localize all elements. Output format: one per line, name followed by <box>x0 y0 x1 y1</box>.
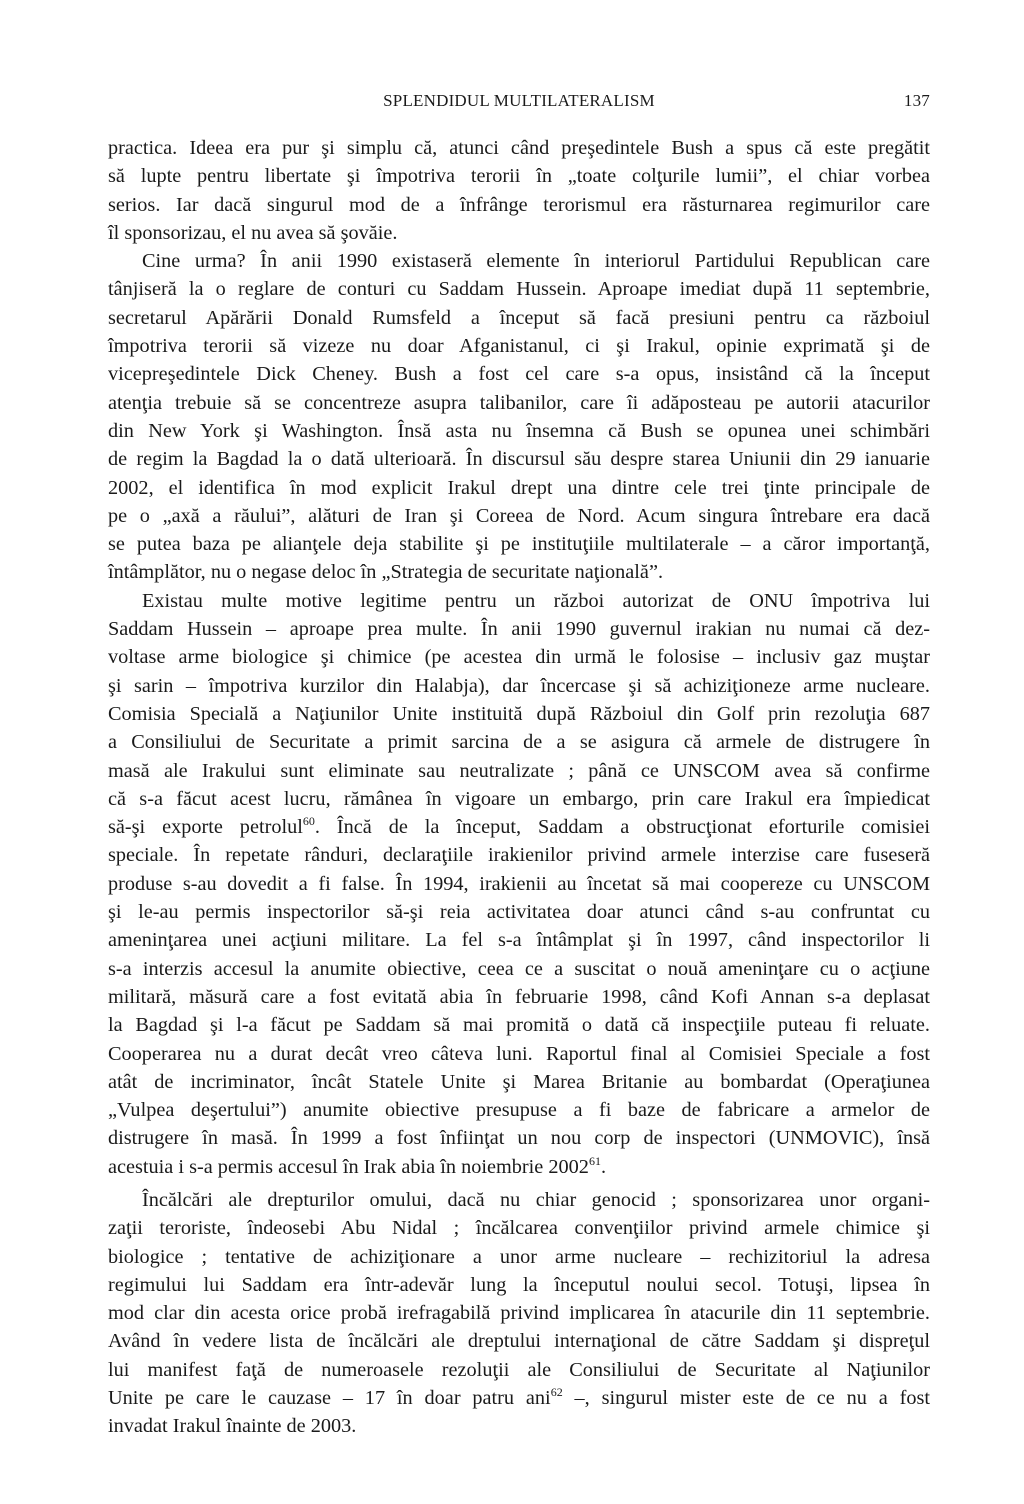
text-line: masă ale Irakului sunt eliminate sau neutralizate ; până ce UNSCOM avea să confirme <box>108 759 930 782</box>
text-line: Existau multe motive legitime pentru un război autorizat de ONU împotriva lui <box>142 589 930 612</box>
text-line: Comisia Specială a Naţiunilor Unite instituită după Războiul din Golf prin rezoluţia 687 <box>108 702 930 725</box>
text-line: mod clar din acesta orice probă irefragabilă privind implicarea în atacurile din 11 septembrie. <box>108 1302 930 1325</box>
text-line: că s-a făcut acest lucru, rămânea în vigoare un embargo, prin care Irakul era împiedicat <box>108 787 930 810</box>
text-line: militară, măsură care a fost evitată abia în februarie 1998, când Kofi Annan s-a deplasat <box>108 985 930 1008</box>
text-line: serios. Iar dacă singurul mod de a înfrânge terorismul era răsturnarea regimurilor care <box>108 193 930 216</box>
text-line: la Bagdad şi l-a făcut pe Saddam să mai promită o dată că inspecţiile puteau fi reluate. <box>108 1014 930 1037</box>
text-line: ameninţarea unei acţiuni militare. La fel s-a întâmplat şi în 1997, când inspectorilor li <box>108 929 930 952</box>
text-line: 2002, el identifica în mod explicit Irakul drept una dintre cele trei ţinte principale de <box>108 476 930 499</box>
text-line: speciale. În repetate rânduri, declaraţiile irakienilor privind armele interzise care fuseseră <box>108 844 930 867</box>
text-line: Unite pe care le cauzase – 17 în doar patru ani$^{62}$ –, singurul mister este de ce nu a fost <box>108 1385 930 1410</box>
text-line: împotriva terorii să vizeze nu doar Afganistanul, ci şi Irakul, opinie exprimată şi de <box>108 335 930 358</box>
paragraph <box>108 247 930 587</box>
text-line: din New York şi Washington. Însă asta nu însemna că Bush se opunea unei schimbări <box>108 419 930 442</box>
footnote-reference[interactable]: 61 <box>588 1153 601 1168</box>
text-line: întâmplător, nu o negase deloc în „Strategia de securitate naţională”. <box>108 561 664 584</box>
text-line: Încălcări ale drepturilor omului, dacă nu chiar genocid ; sponsorizarea unor organi- <box>142 1188 930 1211</box>
text-line: acestuia i s-a permis accesul în Irak abia în noiembrie 2002$^{61}$. <box>108 1153 607 1178</box>
text-line: vicepreşedintele Dick Cheney. Bush a fost cel care s-a opus, insistând că la început <box>108 363 930 386</box>
text-line: Cine urma? În anii 1990 existaseră elemente în interiorul Partidului Republican care <box>142 250 930 273</box>
text-line: pe o „axă a răului”, alături de Iran şi Coreea de Nord. Acum singura întrebare era dacă <box>108 504 930 527</box>
text-line: Având în vedere lista de încălcări ale dreptului internaţional de către Saddam şi dispreţul <box>108 1330 930 1353</box>
text-line: produse s-au dovedit a fi false. În 1994, irakienii au încetat să mai coopereze cu UNSCOM <box>108 872 930 895</box>
running-title: SPLENDIDUL MULTILATERALISM <box>383 91 655 110</box>
text-line: Saddam Hussein – aproape prea multe. În anii 1990 guvernul irakian nu numai că dez- <box>108 618 930 641</box>
text-line: atât de incriminator, încât Statele Unite şi Marea Britanie au bombardat (Operaţiunea <box>108 1070 930 1093</box>
text-line: atenţia trebuie să se concentreze asupra talibanilor, care îi adăposteau pe autorii atacurilor <box>108 391 930 414</box>
text-line: Cooperarea nu a durat decât vreo câteva luni. Raportul final al Comisiei Speciale a fost <box>108 1042 930 1065</box>
text-line: să lupte pentru libertate şi împotriva terorii în „toate colţurile lumii”, el chiar vorbea <box>108 165 930 188</box>
text-line: a Consiliului de Securitate a primit sarcina de a se asigura că armele de distrugere în <box>108 731 930 754</box>
body-text <box>108 134 930 1441</box>
page-number: 137 <box>903 91 930 110</box>
paragraph <box>108 134 930 247</box>
text-line: „Vulpea deşertului”) anumite obiective presupuse a fi baze de fabricare a armelor de <box>108 1099 930 1122</box>
text-line: şi sarin – împotriva kurzilor din Halabja), dar încercase şi să achiziţioneze arme nucleare. <box>108 674 930 697</box>
footnote-reference[interactable]: 62 <box>550 1385 563 1400</box>
text-line: de regim la Bagdad la o dată ulterioară. În discursul său despre starea Uniunii din 29 ianuarie <box>108 448 930 471</box>
text-line: îl sponsorizau, el nu avea să şovăie. <box>108 221 398 244</box>
text-line: regimului lui Saddam era într-adevăr lung la începutul noului secol. Totuşi, lipsea în <box>108 1273 930 1296</box>
text-line: voltase arme biologice şi chimice (pe acestea din urmă le folosise – inclusiv gaz muştar <box>108 646 930 669</box>
text-line: zaţii teroriste, îndeosebi Abu Nidal ; încălcarea convenţiilor privind armele chimice şi <box>108 1217 930 1240</box>
paragraph <box>108 1186 930 1441</box>
text-line: tânjiseră la o reglare de conturi cu Saddam Hussein. Aproape imediat după 11 septembrie, <box>108 278 930 301</box>
text-line: s-a interzis accesul la anumite obiective, ceea ce a suscitat o nouă ameninţare cu o acţiune <box>108 957 930 980</box>
text-line: secretarul Apărării Donald Rumsfeld a început să facă presiuni pentru ca războiul <box>108 306 930 329</box>
text-line: şi le-au permis inspectorilor să-şi reia activitatea doar atunci când s-au confruntat cu <box>108 901 930 924</box>
text-line: practica. Ideea era pur şi simplu că, atunci când preşedintele Bush a spus că este pregătit <box>108 137 930 159</box>
footnote-reference[interactable]: 60 <box>302 814 315 829</box>
text-line: biologice ; tentative de achiziţionare a unor arme nucleare – rechizitoriul la adresa <box>108 1245 930 1268</box>
paragraph <box>108 587 930 1181</box>
text-line: să-şi exporte petrolul$^{60}$. Încă de la început, Saddam a obstrucţionat eforturile comisiei <box>108 814 931 839</box>
text-line: se putea baza pe alianţele deja stabilite şi pe instituţiile multilaterale – a căror importanţă, <box>108 533 930 556</box>
text-line: distrugere în masă. În 1999 a fost înfiinţat un nou corp de inspectori (UNMOVIC), însă <box>108 1127 930 1150</box>
text-line: invadat Irakul înainte de 2003. <box>108 1415 357 1438</box>
text-line: lui manifest faţă de numeroasele rezoluţii ale Consiliului de Securitate al Naţiunilor <box>108 1358 930 1381</box>
running-header <box>108 91 930 115</box>
